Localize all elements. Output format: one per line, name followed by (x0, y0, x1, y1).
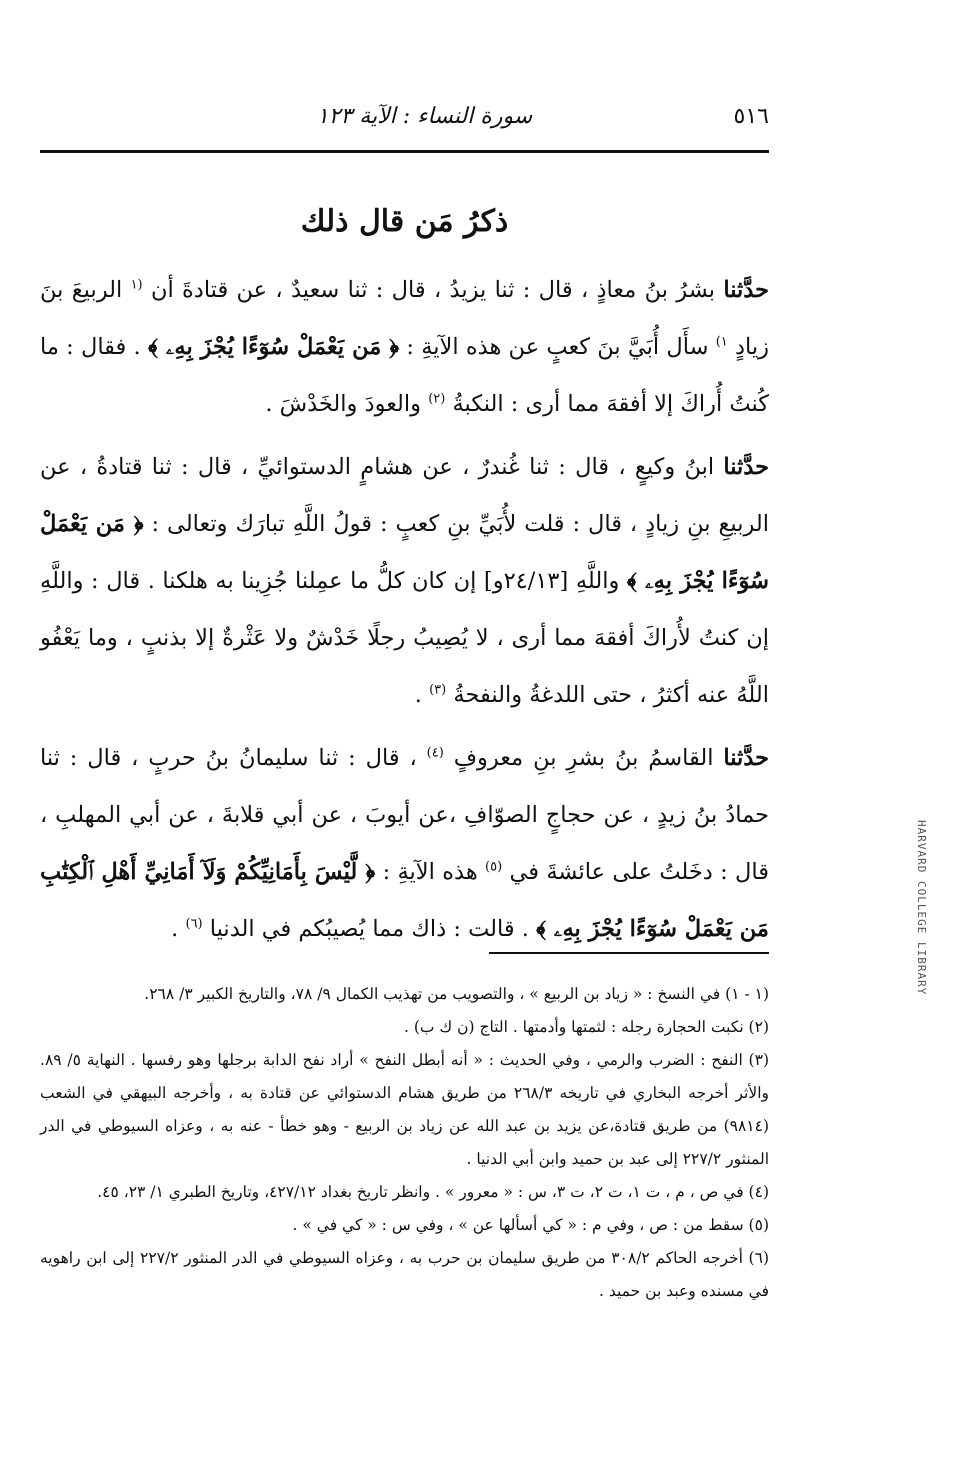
paragraph-text: هذه الآيةِ : (382, 859, 478, 885)
footnote-4: (٤) في ص ، م ، ت ١، ت ٢، ت ٣، س : « معرور » . وانظر تاريخ بغداد ٤٢٧/١٢، وتاريخ الطبري ١/ ٢٣، ٤٥. (97, 1183, 769, 1201)
paragraph-1 (40, 262, 769, 433)
running-title: سورة النساء : الآية ١٢٣ (316, 104, 533, 129)
main-text (40, 262, 769, 964)
footnote-marker: (٣) (429, 682, 447, 698)
paragraph-text: . قالت : ذاك مما يُصيبُكم في الدنيا (209, 916, 529, 942)
paragraph-text: . (171, 916, 179, 942)
footnote-marker: (٥) (485, 859, 503, 875)
footnote-3: (٣) النفح : الضرب والرمي ، وفي الحديث : « أنه أبطل النفح » أراد نفح الدابة برجلها وهو رفسها . النهاية ٥/ ٨٩. والأثر أخرجه البخاري في تاريخه ٢٦٨/٣ من طريق هشام الدستوائي عن قتادة به ، وأخرجه البيهقي في الشعب (٩٨١٤) من طريق قتادة،عن يزيد بن عبد الله عن زياد بن الربيع - وهو خطأ - عنه به ، وعزاه السيوطي في الدر المنثور ٢٢٧/٢ إلى عبد بن حميد وابن أبي الدنيا . (40, 1051, 769, 1168)
footnote-5: (٥) سقط من : ص ، وفي م : « كي أسألها عن » ، وفي س : « كي في » . (292, 1216, 769, 1234)
paragraph-lead: حدَّثنا (723, 454, 769, 480)
paragraph-text: ابنُ وكيعٍ ، قال : ثنا غُندرٌ ، عن هشامٍ الدستوائيِّ ، قال : ثنا قتادةُ ، عن الربيعِ بنِ زيادٍ ، قال : قلت لأُبَيِّ بنِ كعبٍ : قولُ اللَّهِ تبارَك وتعالى : (40, 454, 769, 537)
footnote-marker: (٦) (185, 916, 203, 932)
paragraph-lead: حدَّثنا (723, 277, 770, 303)
paragraph-text: . فقال : ما كُنتُ أُراكَ إلا أفقهَ مما أرى : النكبةُ (40, 334, 769, 417)
footnotes (40, 978, 769, 1308)
footnote-2: (٢) نكبت الحجارة رجله : لثمتها وأدمتها . التاج (ن ك ب) . (403, 1018, 769, 1036)
quran-quote: ﴿ مَن يَعْمَلْ سُوٓءًا يُجْزَ بِهِۦ ﴾ (147, 334, 400, 360)
footnote-marker: (٤) (426, 745, 444, 761)
page-number: ٥١٦ (733, 104, 769, 129)
paragraph-text: بشرُ بنُ معاذٍ ، قال : ثنا يزيدُ ، قال : ثنا سعيدٌ ، عن قتادةَ أن (150, 277, 716, 303)
paragraph-text: ، قال : ثنا سليمانُ بنُ حربٍ ، قال : ثنا حمادُ بنُ زيدٍ ، عن حجاجٍ الصوّافِ ،عن أيوبَ ، عن أبي قلابةَ ، عن أبي المهلبِ ، قال : دخَلتُ على عائشةَ في (40, 745, 770, 885)
quran-quote: ﴿ مَن يَعْمَلْ سُوٓءًا يُجْزَ بِهِۦ ﴾ (40, 511, 769, 594)
page-header (40, 104, 769, 140)
paragraph-text: والعودَ والخَدْشَ . (265, 391, 422, 417)
library-stamp-text: HARVARD COLLEGE LIBRARY (915, 820, 928, 996)
paragraph-text: سأَل أُبَيَّ بنَ كعبٍ عن هذه الآيةِ : (406, 334, 709, 360)
footnote-rule (489, 952, 769, 954)
paragraph-text: . (414, 682, 422, 708)
paragraph-text: القاسمُ بنُ بشرِ بنِ معروفٍ (453, 745, 714, 771)
paragraph-3 (40, 730, 769, 958)
library-stamp (908, 820, 930, 1000)
footnote-marker: (٢) (428, 391, 446, 407)
quran-quote: ﴿ لَّيْسَ بِأَمَانِيِّكُمْ وَلَآ أَمَانِيِّ أَهْلِ ٱلْكِتَٰبِ مَن يَعْمَلْ سُوٓءًا يُجْزَ بِهِۦ ﴾ (40, 859, 769, 942)
header-rule (40, 150, 769, 153)
section-title: ذكرُ مَن قال ذلك (300, 204, 509, 239)
footnote-1: (١ - ١) في النسخ : « زياد بن الربيع » ، والتصويب من تهذيب الكمال ٩/ ٧٨، والتاريخ الكبير ٣/ ٢٦٨. (144, 985, 769, 1003)
footnote-6: (٦) أخرجه الحاكم ٣٠٨/٢ من طريق سليمان بن حرب به ، وعزاه السيوطي في الدر المنثور ٢٢٧/٢ إلى ابن راهويه في مسنده وعبد بن حميد . (40, 1249, 769, 1300)
paragraph-lead: حدَّثنا (723, 745, 770, 771)
paragraph-text: واللَّهِ [٢٤/١٣و] إن كان كلُّ ما عمِلنا جُزِينا به هلكنا . قال : واللَّهِ إن كنتُ لأُراكَ أفقهَ مما أرى ، لا يُصِيبُ رجلًا خَدْشٌ ولا عَثْرةٌ إلا بذنبٍ ، وما يَعْفُو اللَّهُ عنه أكثرُ ، حتى اللدغةُ والنفحةُ (40, 568, 769, 708)
footnote-marker: (١ (130, 277, 143, 293)
paragraph-text: الربيعَ بنَ زيادٍ (40, 277, 770, 360)
paragraph-2 (40, 439, 769, 724)
footnote-marker: ١) (715, 334, 728, 350)
